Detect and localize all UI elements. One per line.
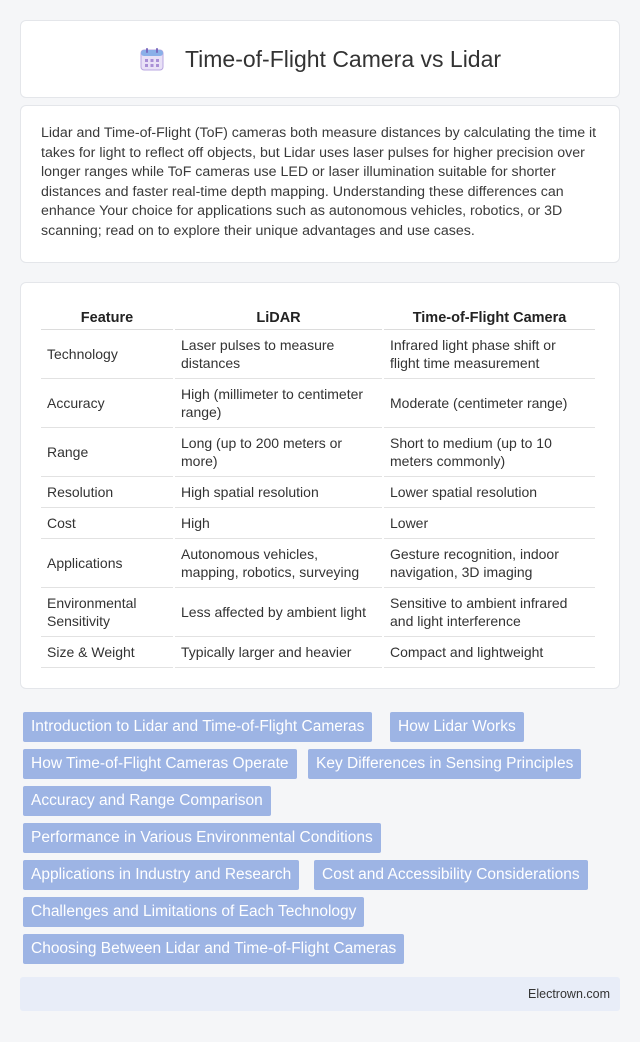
cell-lidar: Less affected by ambient light (175, 588, 382, 637)
table-row (41, 330, 595, 379)
calendar-icon (139, 46, 165, 72)
table-row (41, 539, 595, 588)
tag-link[interactable]: Choosing Between Lidar and Time-of-Flight Cameras (23, 934, 404, 964)
table-row (41, 477, 595, 508)
tag-link[interactable]: Cost and Accessibility Considerations (314, 860, 588, 890)
header-feature: Feature (41, 303, 173, 330)
cell-feature: Range (41, 428, 173, 477)
footer-brand[interactable]: Electrown.com (528, 987, 610, 1001)
cell-lidar: Long (up to 200 meters or more) (175, 428, 382, 477)
cell-lidar: High spatial resolution (175, 477, 382, 508)
cell-feature: Cost (41, 508, 173, 539)
cell-tof: Lower (384, 508, 595, 539)
cell-tof: Compact and lightweight (384, 637, 595, 668)
cell-tof: Moderate (centimeter range) (384, 379, 595, 428)
tag-link[interactable]: How Lidar Works (390, 712, 524, 742)
tag-link[interactable]: Performance in Various Environmental Conditions (23, 823, 381, 853)
cell-lidar: High (175, 508, 382, 539)
cell-lidar: High (millimeter to centimeter range) (175, 379, 382, 428)
comparison-table-card (20, 282, 620, 689)
cell-lidar: Laser pulses to measure distances (175, 330, 382, 379)
cell-tof: Short to medium (up to 10 meters commonly) (384, 428, 595, 477)
page-title: Time-of-Flight Camera vs Lidar (184, 45, 502, 72)
table-row (41, 637, 595, 668)
table-row (41, 588, 595, 637)
comparison-table (39, 303, 597, 668)
tag-link[interactable]: How Time-of-Flight Cameras Operate (23, 749, 297, 779)
intro-text: Lidar and Time-of-Flight (ToF) cameras both measure distances by calculating the time it takes for light to reflect off objects, but Lidar uses laser pulses for higher precision over longer ranges while ToF cameras use LED or laser illumination suitable for shorter distances and faster real-time depth mapping. Understanding these differences can enhance Your choice for applications such as autonomous vehicles, robotics, or 3D scanning; read on to explore their unique advantages and use cases. (41, 125, 597, 239)
cell-feature: Environmental Sensitivity (41, 588, 173, 637)
header-tof: Time-of-Flight Camera (384, 303, 595, 330)
tag-link[interactable]: Introduction to Lidar and Time-of-Flight Cameras (23, 712, 372, 742)
tag-link[interactable]: Key Differences in Sensing Principles (308, 749, 581, 779)
cell-feature: Technology (41, 330, 173, 379)
cell-feature: Size & Weight (41, 637, 173, 668)
tag-link[interactable]: Challenges and Limitations of Each Technology (23, 897, 364, 927)
table-row (41, 379, 595, 428)
title-card (20, 20, 620, 98)
intro-card (20, 105, 620, 263)
cell-feature: Applications (41, 539, 173, 588)
cell-tof: Lower spatial resolution (384, 477, 595, 508)
cell-lidar: Typically larger and heavier (175, 637, 382, 668)
cell-feature: Accuracy (41, 379, 173, 428)
cell-tof: Sensitive to ambient infrared and light interference (384, 588, 595, 637)
table-row (41, 428, 595, 477)
footer (20, 977, 620, 1011)
table-row (41, 508, 595, 539)
cell-feature: Resolution (41, 477, 173, 508)
tag-link[interactable]: Accuracy and Range Comparison (23, 786, 271, 816)
tag-link[interactable]: Applications in Industry and Research (23, 860, 299, 890)
cell-tof: Infrared light phase shift or flight time measurement (384, 330, 595, 379)
cell-lidar: Autonomous vehicles, mapping, robotics, surveying (175, 539, 382, 588)
header-lidar: LiDAR (175, 303, 382, 330)
table-header-row (41, 303, 595, 330)
cell-tof: Gesture recognition, indoor navigation, 3D imaging (384, 539, 595, 588)
